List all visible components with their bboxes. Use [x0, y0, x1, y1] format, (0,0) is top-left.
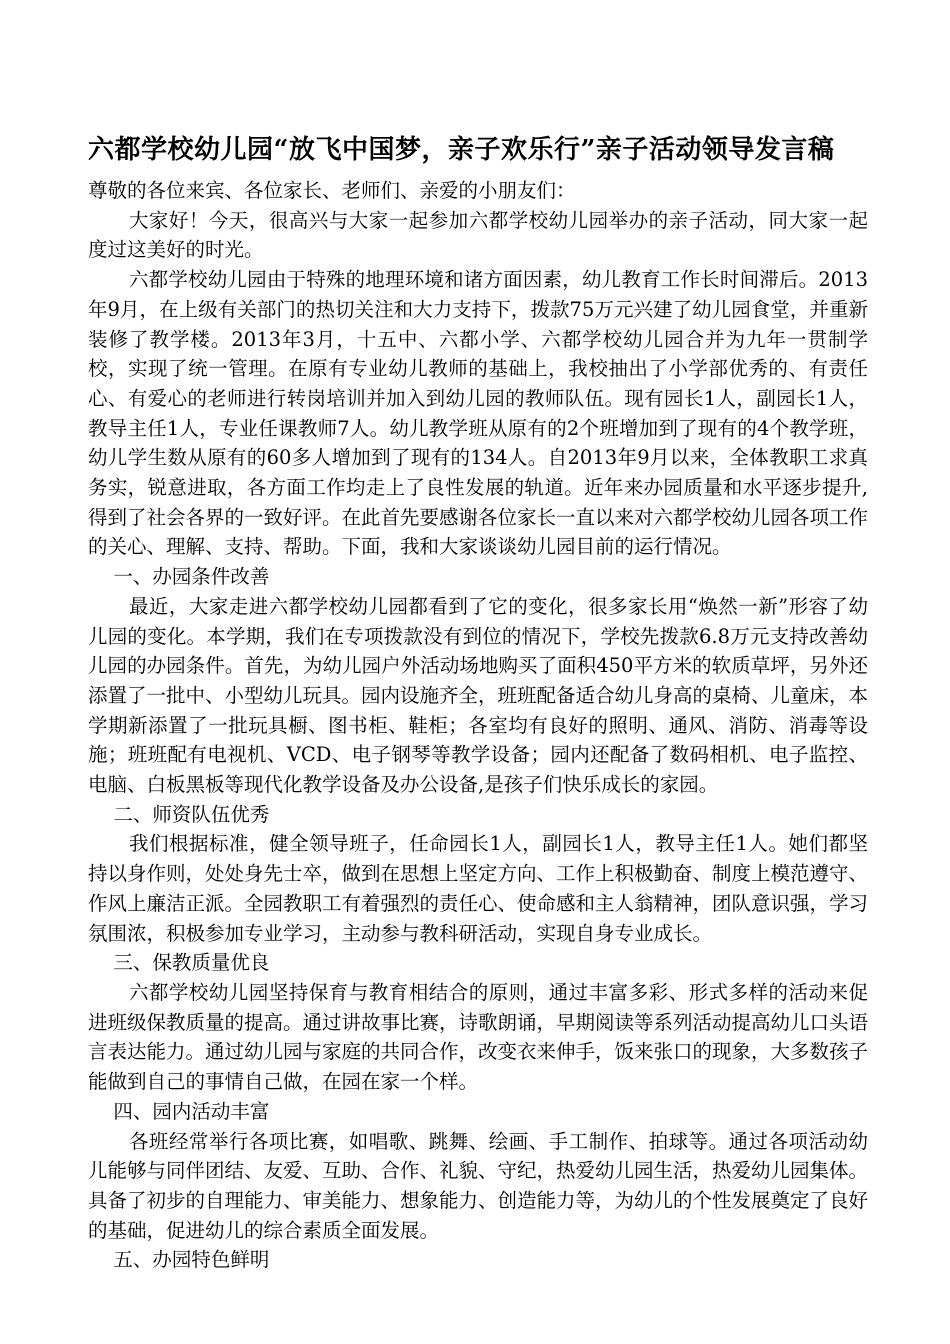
section-heading-4: 四、园内活动丰富: [113, 1099, 270, 1123]
section-heading-5: 五、办园特色鲜明: [113, 1248, 270, 1272]
section-body-2: 我们根据标准，健全领导班子，任命园长1人，副园长1人，教导主任1人。她们都坚持以身作则，处处身先士卒，做到在思想上坚定方向、工作上积极勤奋、制度上模范遵守、作风上廉洁正派。全园教职工有着强烈的责任心、使命感和主人翁精神，团队意识强，学习氛围浓，积极参加专业学习，主动参与教科研活动，实现自身专业成长。: [88, 832, 869, 945]
salutation: 尊敬的各位来宾、各位家长、老师们、亲爱的小朋友们：: [88, 179, 576, 202]
paragraph-greeting: 大家好！今天，很高兴与大家一起参加六都学校幼儿园举办的亲子活动，同大家一起度过这美好的时光。: [88, 208, 868, 262]
document-title: 六都学校幼儿园“放飞中国梦，亲子欢乐行”亲子活动领导发言稿: [88, 135, 835, 165]
section-body-1: 最近，大家走进六都学校幼儿园都看到了它的变化，很多家长用“焕然一新”形容了幼儿园的变化。本学期，我们在专项拨款没有到位的情况下，学校先拨款6.8万元支持改善幼儿园的办园条件。首先，为幼儿园户外活动场地购买了面积450平方米的软质草坪，另外还添置了一批中、小型幼儿玩具。园内设施齐全，班班配备适合幼儿身高的桌椅、儿童床，本学期新添置了一批玩具橱、图书柜、鞋柜；各室均有良好的照明、通风、消防、消毒等设施；班班配有电视机、VCD、电子钢琴等教学设备；园内还配备了数码相机、电子监控、电脑、白板黑板等现代化教学设备及办公设备,是孩子们快乐成长的家园。: [88, 594, 869, 797]
section-body-4: 各班经常举行各项比赛，如唱歌、跳舞、绘画、手工制作、拍球等。通过各项活动幼儿能够与同伴团结、友爱、互助、合作、礼貌、守纪，热爱幼儿园生活，热爱幼儿园集体。具备了初步的自理能力、审美能力、想象能力、创造能力等，为幼儿的个性发展奠定了良好的基础，促进幼儿的综合素质全面发展。: [88, 1129, 869, 1242]
section-body-3: 六都学校幼儿园坚持保育与教育相结合的原则，通过丰富多彩、形式多样的活动来促进班级保教质量的提高。通过讲故事比赛，诗歌朗诵，早期阅读等系列活动提高幼儿口头语言表达能力。通过幼儿园与家庭的共同合作，改变衣来伸手，饭来张口的现象，大多数孩子能做到自己的事情自己做，在园在家一个样。: [88, 980, 869, 1094]
document-page: [88, 130, 868, 1275]
section-heading-1: 一、办园条件改善: [113, 565, 270, 589]
section-heading-3: 三、保教质量优良: [113, 951, 270, 975]
paragraph-background: 六都学校幼儿园由于特殊的地理环境和诸方面因素，幼儿教育工作长时间滞后。2013年9月，在上级有关部门的热切关注和大力支持下，拨款75万元兴建了幼儿园食堂，并重新装修了教学楼。2013年3月，十五中、六都小学、六都学校幼儿园合并为九年一贯制学校，实现了统一管理。在原有专业幼儿教师的基础上，我校抽出了小学部优秀的、有责任心、有爱心的老师进行转岗培训并加入到幼儿园的教师队伍。现有园长1人，副园长1人，教导主任1人，专业任课教师7人。幼儿教学班从原有的2个班增加到了现有的4个教学班，幼儿学生数从原有的60多人增加到了现有的134人。自2013年9月以来，全体教职工求真务实，锐意进取，各方面工作均走上了良性发展的轨道。近年来办园质量和水平逐步提升,得到了社会各界的一致好评。在此首先要感谢各位家长一直以来对六都学校幼儿园各项工作的关心、理解、支持、帮助。下面，我和大家谈谈幼儿园目前的运行情况。: [88, 268, 869, 559]
section-heading-2: 二、师资队伍优秀: [113, 802, 270, 826]
